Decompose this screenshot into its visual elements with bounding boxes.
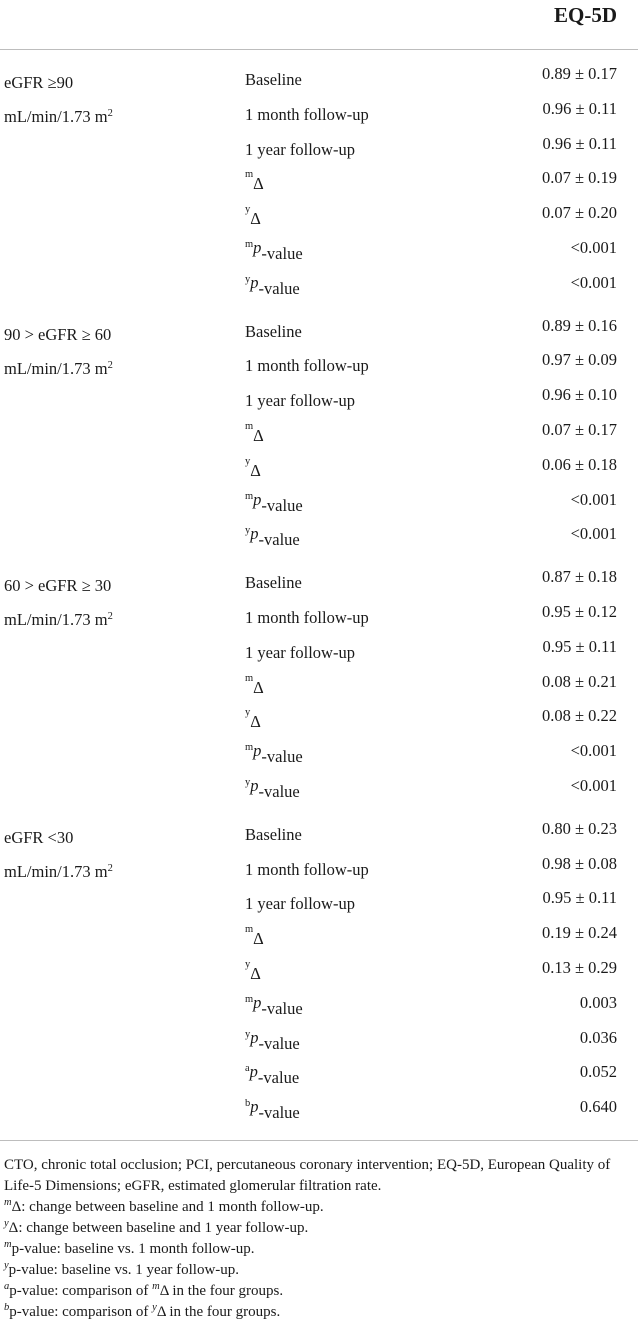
footnote-symbol: p-value (11, 1241, 57, 1257)
table-row (0, 666, 638, 701)
footnote-sup: y (4, 1260, 9, 1271)
row-item-sup: m (245, 420, 254, 432)
row-item-sup: a (245, 1063, 250, 1075)
footnote-sup: m (4, 1197, 12, 1208)
row-item-suffix: -value (258, 1033, 300, 1053)
row-item-text: Δ (253, 929, 264, 949)
row-item-sup: m (245, 490, 254, 502)
footnote-list (4, 1197, 630, 1323)
row-value: 0.98 ± 0.08 (541, 853, 617, 873)
row-value: 0.80 ± 0.23 (541, 818, 617, 838)
row-item-label (245, 168, 264, 194)
group-label-line1: eGFR ≥90 (4, 73, 74, 92)
row-value: 0.003 (579, 992, 617, 1012)
row-item-symbol: p (249, 1062, 258, 1082)
table-row (0, 848, 638, 883)
table-bottom-rule (0, 1140, 638, 1141)
row-value: <0.001 (570, 272, 617, 292)
row-value: <0.001 (570, 741, 617, 761)
row-item-label (245, 524, 300, 550)
row-value: 0.13 ± 0.29 (541, 957, 617, 977)
row-item-suffix: -value (261, 998, 303, 1018)
row-item-symbol: p (250, 1027, 259, 1047)
row-value: 0.96 ± 0.10 (541, 385, 617, 405)
footnote-sup: b (4, 1302, 10, 1313)
table-row (0, 561, 638, 596)
row-item-label (245, 1097, 300, 1123)
table-row (0, 128, 638, 163)
row-item-sup: m (245, 742, 254, 754)
row-item-sup: b (245, 1098, 251, 1110)
row-value: 0.89 ± 0.16 (541, 315, 617, 335)
table-body (0, 58, 638, 1126)
row-item-sup: m (245, 169, 254, 181)
row-item-label (245, 1062, 300, 1088)
row-value: 0.08 ± 0.21 (541, 671, 617, 691)
row-item-text: Baseline (245, 824, 302, 844)
table-row (0, 518, 638, 553)
row-value: <0.001 (570, 489, 617, 509)
row-item-label (245, 741, 303, 767)
group-label-line1: 90 > eGFR ≥ 60 (4, 324, 112, 344)
table-row (0, 735, 638, 770)
table-row (0, 344, 638, 379)
row-item-label (245, 706, 261, 732)
row-item-text: 1 month follow-up (245, 356, 369, 376)
table-row (0, 770, 638, 805)
table-row (0, 197, 638, 232)
column-header-eq5d: EQ-5D (554, 3, 617, 27)
group-label-unit: mL/min/1.73 m (4, 861, 108, 881)
row-item-label (245, 420, 264, 445)
table-group (0, 310, 638, 554)
row-value: <0.001 (570, 775, 617, 795)
row-item-text: Δ (250, 460, 261, 480)
table-row (0, 987, 638, 1022)
group-label-unit: mL/min/1.73 m (4, 107, 108, 126)
row-item-text: Δ (250, 963, 261, 983)
footnote-sup2: m (152, 1281, 160, 1292)
table-row (0, 232, 638, 267)
table-group (0, 813, 638, 1126)
footnote-text2: in the four groups. (165, 1304, 281, 1320)
row-value: 0.87 ± 0.18 (541, 567, 617, 587)
row-value: <0.001 (570, 524, 617, 544)
footnote-sup: m (4, 1239, 12, 1250)
row-item-text: 1 year follow-up (245, 139, 355, 159)
row-item-label (245, 1027, 300, 1053)
table-row (0, 631, 638, 666)
row-value: 0.97 ± 0.09 (541, 350, 617, 370)
row-item-label (245, 958, 261, 983)
row-item-label (245, 237, 303, 263)
row-item-symbol: p (253, 237, 262, 257)
row-item-label (245, 992, 303, 1018)
row-value: 0.06 ± 0.18 (541, 454, 617, 474)
footnote-text2: in the four groups. (168, 1283, 284, 1299)
row-item-suffix: -value (261, 495, 303, 515)
row-item-suffix: -value (257, 1068, 300, 1088)
footnote-symbol: Δ (11, 1199, 22, 1215)
table-row (0, 1056, 638, 1091)
row-item-sup: y (245, 525, 251, 537)
footnote-symbol2: Δ (156, 1304, 166, 1320)
footnote-item (4, 1302, 630, 1323)
row-item-text: 1 year follow-up (245, 391, 355, 411)
footnote-text: : comparison of (54, 1283, 153, 1299)
row-value: 0.96 ± 0.11 (542, 98, 617, 118)
row-item-symbol: p (253, 741, 262, 761)
group-label-unit-sup: 2 (107, 108, 113, 119)
footnote-symbol: p-value (9, 1283, 55, 1299)
row-item-sup: y (245, 273, 251, 285)
table-header (0, 0, 638, 50)
row-value: 0.19 ± 0.24 (541, 923, 617, 943)
row-item-suffix: -value (258, 1103, 300, 1123)
footnote-sup2: y (152, 1302, 157, 1313)
row-item-symbol: p (253, 489, 262, 509)
row-item-sup: y (245, 1028, 251, 1040)
table-row (0, 1091, 638, 1126)
row-item-label (245, 489, 303, 515)
row-item-symbol: p (250, 524, 259, 544)
row-value: 0.07 ± 0.20 (541, 203, 617, 223)
row-item-sup: m (245, 993, 254, 1005)
row-item-suffix: -value (258, 530, 300, 550)
row-value: 0.036 (579, 1027, 617, 1047)
table-row (0, 813, 638, 848)
row-item-sup: y (245, 707, 251, 719)
row-item-suffix: -value (258, 278, 300, 298)
row-item-sup: y (245, 776, 251, 788)
row-item-label (245, 455, 261, 480)
footnote-text: : change between baseline and 1 month follow-up. (21, 1199, 324, 1215)
row-item-suffix: -value (261, 747, 303, 767)
row-item-text: Δ (253, 425, 264, 445)
row-value: <0.001 (570, 237, 617, 257)
row-value: 0.95 ± 0.11 (542, 636, 617, 656)
table-footnotes (4, 1155, 630, 1323)
group-label-line1: 60 > eGFR ≥ 30 (4, 576, 112, 596)
footnote-sup: y (4, 1218, 9, 1229)
table-row (0, 414, 638, 449)
group-label-unit-sup: 2 (107, 862, 113, 874)
footnote-text: : baseline vs. 1 year follow-up. (53, 1262, 240, 1278)
row-item-symbol: p (253, 992, 262, 1012)
footnote-abbreviations: CTO, chronic total occlusion; PCI, percutaneous coronary intervention; EQ-5D, European Quality of Life-5 Dimensions; eGFR, estimated glomerular filtration rate. (4, 1157, 611, 1194)
row-item-suffix: -value (258, 781, 300, 801)
row-item-label (245, 203, 261, 229)
row-item-text: Baseline (245, 573, 302, 593)
footnote-item (4, 1218, 630, 1239)
group-label-unit-sup: 2 (107, 611, 113, 623)
footnote-symbol2: Δ (159, 1283, 169, 1299)
row-item-text: Baseline (245, 70, 302, 89)
row-item-sup: m (245, 924, 254, 936)
footnote-symbol: p-value (9, 1304, 55, 1320)
row-item-text: 1 month follow-up (245, 859, 369, 879)
group-label-unit-sup: 2 (107, 359, 113, 371)
footnote-symbol: p-value (8, 1262, 54, 1278)
footnote-item (4, 1239, 630, 1260)
row-item-sup: y (245, 958, 251, 970)
row-item-text: 1 month follow-up (245, 607, 369, 627)
row-value: 0.052 (579, 1062, 617, 1082)
row-item-sup: m (245, 672, 254, 684)
row-item-symbol: p (250, 1097, 259, 1117)
row-item-label (245, 775, 300, 801)
row-item-text: Δ (253, 677, 264, 697)
table-row (0, 162, 638, 197)
row-value: 0.08 ± 0.22 (541, 706, 617, 726)
table-row (0, 379, 638, 414)
row-value: 0.07 ± 0.19 (541, 168, 617, 188)
footnote-item (4, 1281, 630, 1302)
group-label-unit: mL/min/1.73 m (4, 358, 108, 378)
footnote-text: : baseline vs. 1 month follow-up. (56, 1241, 255, 1257)
row-item-suffix: -value (261, 243, 303, 263)
row-item-symbol: p (250, 775, 259, 795)
row-item-text: Δ (250, 209, 261, 229)
table-row (0, 93, 638, 128)
table-row (0, 882, 638, 917)
footnote-text: : comparison of (54, 1304, 153, 1320)
row-value: 0.96 ± 0.11 (542, 133, 617, 153)
footnote-item (4, 1197, 630, 1218)
table-row (0, 700, 638, 735)
table-row (0, 1022, 638, 1057)
row-value: 0.95 ± 0.11 (542, 888, 617, 908)
row-item-label (245, 923, 264, 949)
table-row (0, 484, 638, 519)
group-label-unit: mL/min/1.73 m (4, 610, 108, 630)
row-value: 0.95 ± 0.12 (541, 601, 617, 621)
row-value: 0.640 (579, 1097, 617, 1117)
row-item-sup: m (245, 238, 254, 250)
row-value: 0.89 ± 0.17 (541, 64, 617, 83)
row-item-sup: y (245, 204, 251, 216)
row-item-sup: y (245, 455, 251, 467)
footnote-text: : change between baseline and 1 year follow-up. (18, 1220, 309, 1236)
table-row (0, 449, 638, 484)
row-item-text: 1 month follow-up (245, 104, 369, 124)
row-item-text: Δ (250, 712, 261, 732)
row-item-text: Baseline (245, 321, 302, 341)
table-row (0, 267, 638, 302)
footnote-sup: a (4, 1281, 10, 1292)
table-group (0, 58, 638, 302)
table-row (0, 952, 638, 987)
table-group (0, 561, 638, 805)
footnote-symbol: Δ (8, 1220, 19, 1236)
row-item-text: 1 year follow-up (245, 642, 355, 662)
group-label-line1: eGFR <30 (4, 827, 74, 847)
table-row (0, 58, 638, 93)
table-row (0, 917, 638, 952)
row-item-symbol: p (250, 272, 259, 292)
row-item-text: Δ (253, 174, 264, 194)
table-row (0, 310, 638, 345)
row-item-text: 1 year follow-up (245, 894, 355, 914)
row-value: 0.07 ± 0.17 (541, 419, 617, 439)
row-item-label (245, 272, 300, 298)
footnote-item (4, 1260, 630, 1281)
row-item-label (245, 672, 264, 697)
table-row (0, 596, 638, 631)
